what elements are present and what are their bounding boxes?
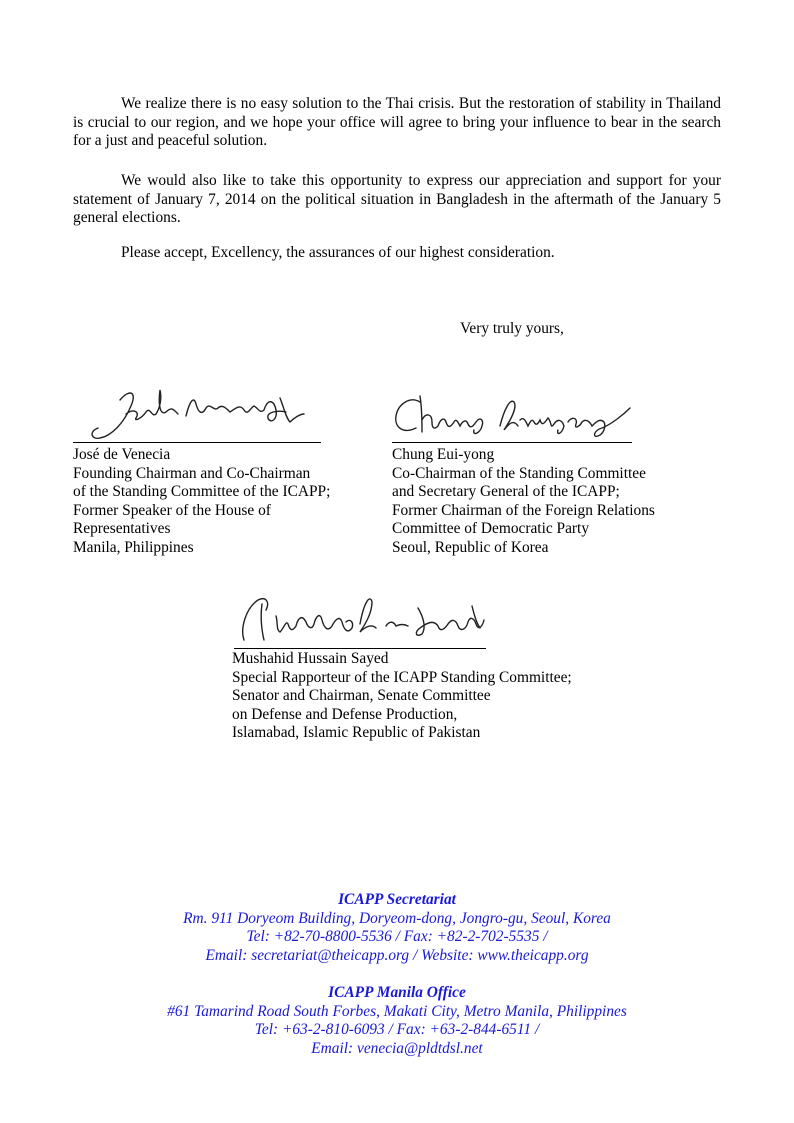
signatory-title-line: on Defense and Defense Production, xyxy=(232,705,458,723)
signatory-title-line: Former Speaker of the House of xyxy=(73,501,271,519)
signatory-title-line: and Secretary General of the ICAPP; xyxy=(392,483,620,501)
footer-manila-address: #61 Tamarind Road South Forbes, Makati City, Metro Manila, Philippines xyxy=(167,1002,627,1020)
footer-secretariat-heading: ICAPP Secretariat xyxy=(338,891,456,908)
signatory-title-line: Founding Chairman and Co-Chairman xyxy=(73,464,311,482)
signatory-location: Islamabad, Islamic Republic of Pakistan xyxy=(232,724,481,742)
footer-manila-office xyxy=(0,984,794,1058)
footer-manila-phone: Tel: +63-2-810-6093 / Fax: +63-2-844-6511 / xyxy=(254,1021,540,1039)
paragraph-thai-crisis: We realize there is no easy solution to the Thai crisis. But the restoration of stability in Thailand is crucial to our region, and we hope your office will agree to bring your influence to bear in the search for a just and peaceful solution. xyxy=(73,95,721,150)
paragraph-bangladesh-statement: We would also like to take this opportunity to express our appreciation and support for your statement of January 7, 2014 on the political situation in Bangladesh in the aftermath of the January 5 general elections. xyxy=(73,172,721,227)
signature-de-venecia xyxy=(90,378,300,448)
footer-secretariat xyxy=(0,891,794,965)
footer-manila-heading: ICAPP Manila Office xyxy=(328,984,466,1001)
signatory-block-chung xyxy=(392,446,655,558)
signatory-name: Mushahid Hussain Sayed xyxy=(232,650,389,667)
signatory-title-line: Co-Chairman of the Standing Committee xyxy=(392,464,646,482)
signature-line-chung xyxy=(392,442,632,443)
signature-chung xyxy=(392,392,632,442)
footer-secretariat-phone: Tel: +82-70-8800-5536 / Fax: +82-2-702-5535 / xyxy=(246,928,548,946)
signatory-name: Chung Eui-yong xyxy=(392,446,495,463)
footer-secretariat-contact: Email: secretariat@theicapp.org / Website: www.theicapp.org xyxy=(205,946,589,964)
signatory-title-line: Committee of Democratic Party xyxy=(392,520,590,538)
signatory-title-line: of the Standing Committee of the ICAPP; xyxy=(73,483,331,501)
signatory-block-de-venecia xyxy=(73,446,330,558)
paragraph-assurances: Please accept, Excellency, the assurances of our highest consideration. xyxy=(121,244,555,261)
signatory-block-sayed xyxy=(232,650,572,743)
signatory-name: José de Venecia xyxy=(73,446,171,463)
signatory-title-line: Representatives xyxy=(73,520,171,538)
signature-line-sayed xyxy=(234,648,486,649)
signature-line-de-venecia xyxy=(73,442,321,443)
signatory-title-line: Former Chairman of the Foreign Relations xyxy=(392,501,655,519)
footer-secretariat-address: Rm. 911 Doryeom Building, Doryeom-dong, Jongro-gu, Seoul, Korea xyxy=(183,909,611,927)
footer-manila-contact: Email: venecia@pldtdsl.net xyxy=(311,1039,483,1057)
closing-salutation: Very truly yours, xyxy=(460,320,564,337)
signatory-location: Manila, Philippines xyxy=(73,538,194,556)
signatory-location: Seoul, Republic of Korea xyxy=(392,538,549,556)
signature-sayed xyxy=(236,588,486,648)
signatory-title-line: Special Rapporteur of the ICAPP Standing Committee; xyxy=(232,668,572,686)
signatory-title-line: Senator and Chairman, Senate Committee xyxy=(232,687,491,705)
